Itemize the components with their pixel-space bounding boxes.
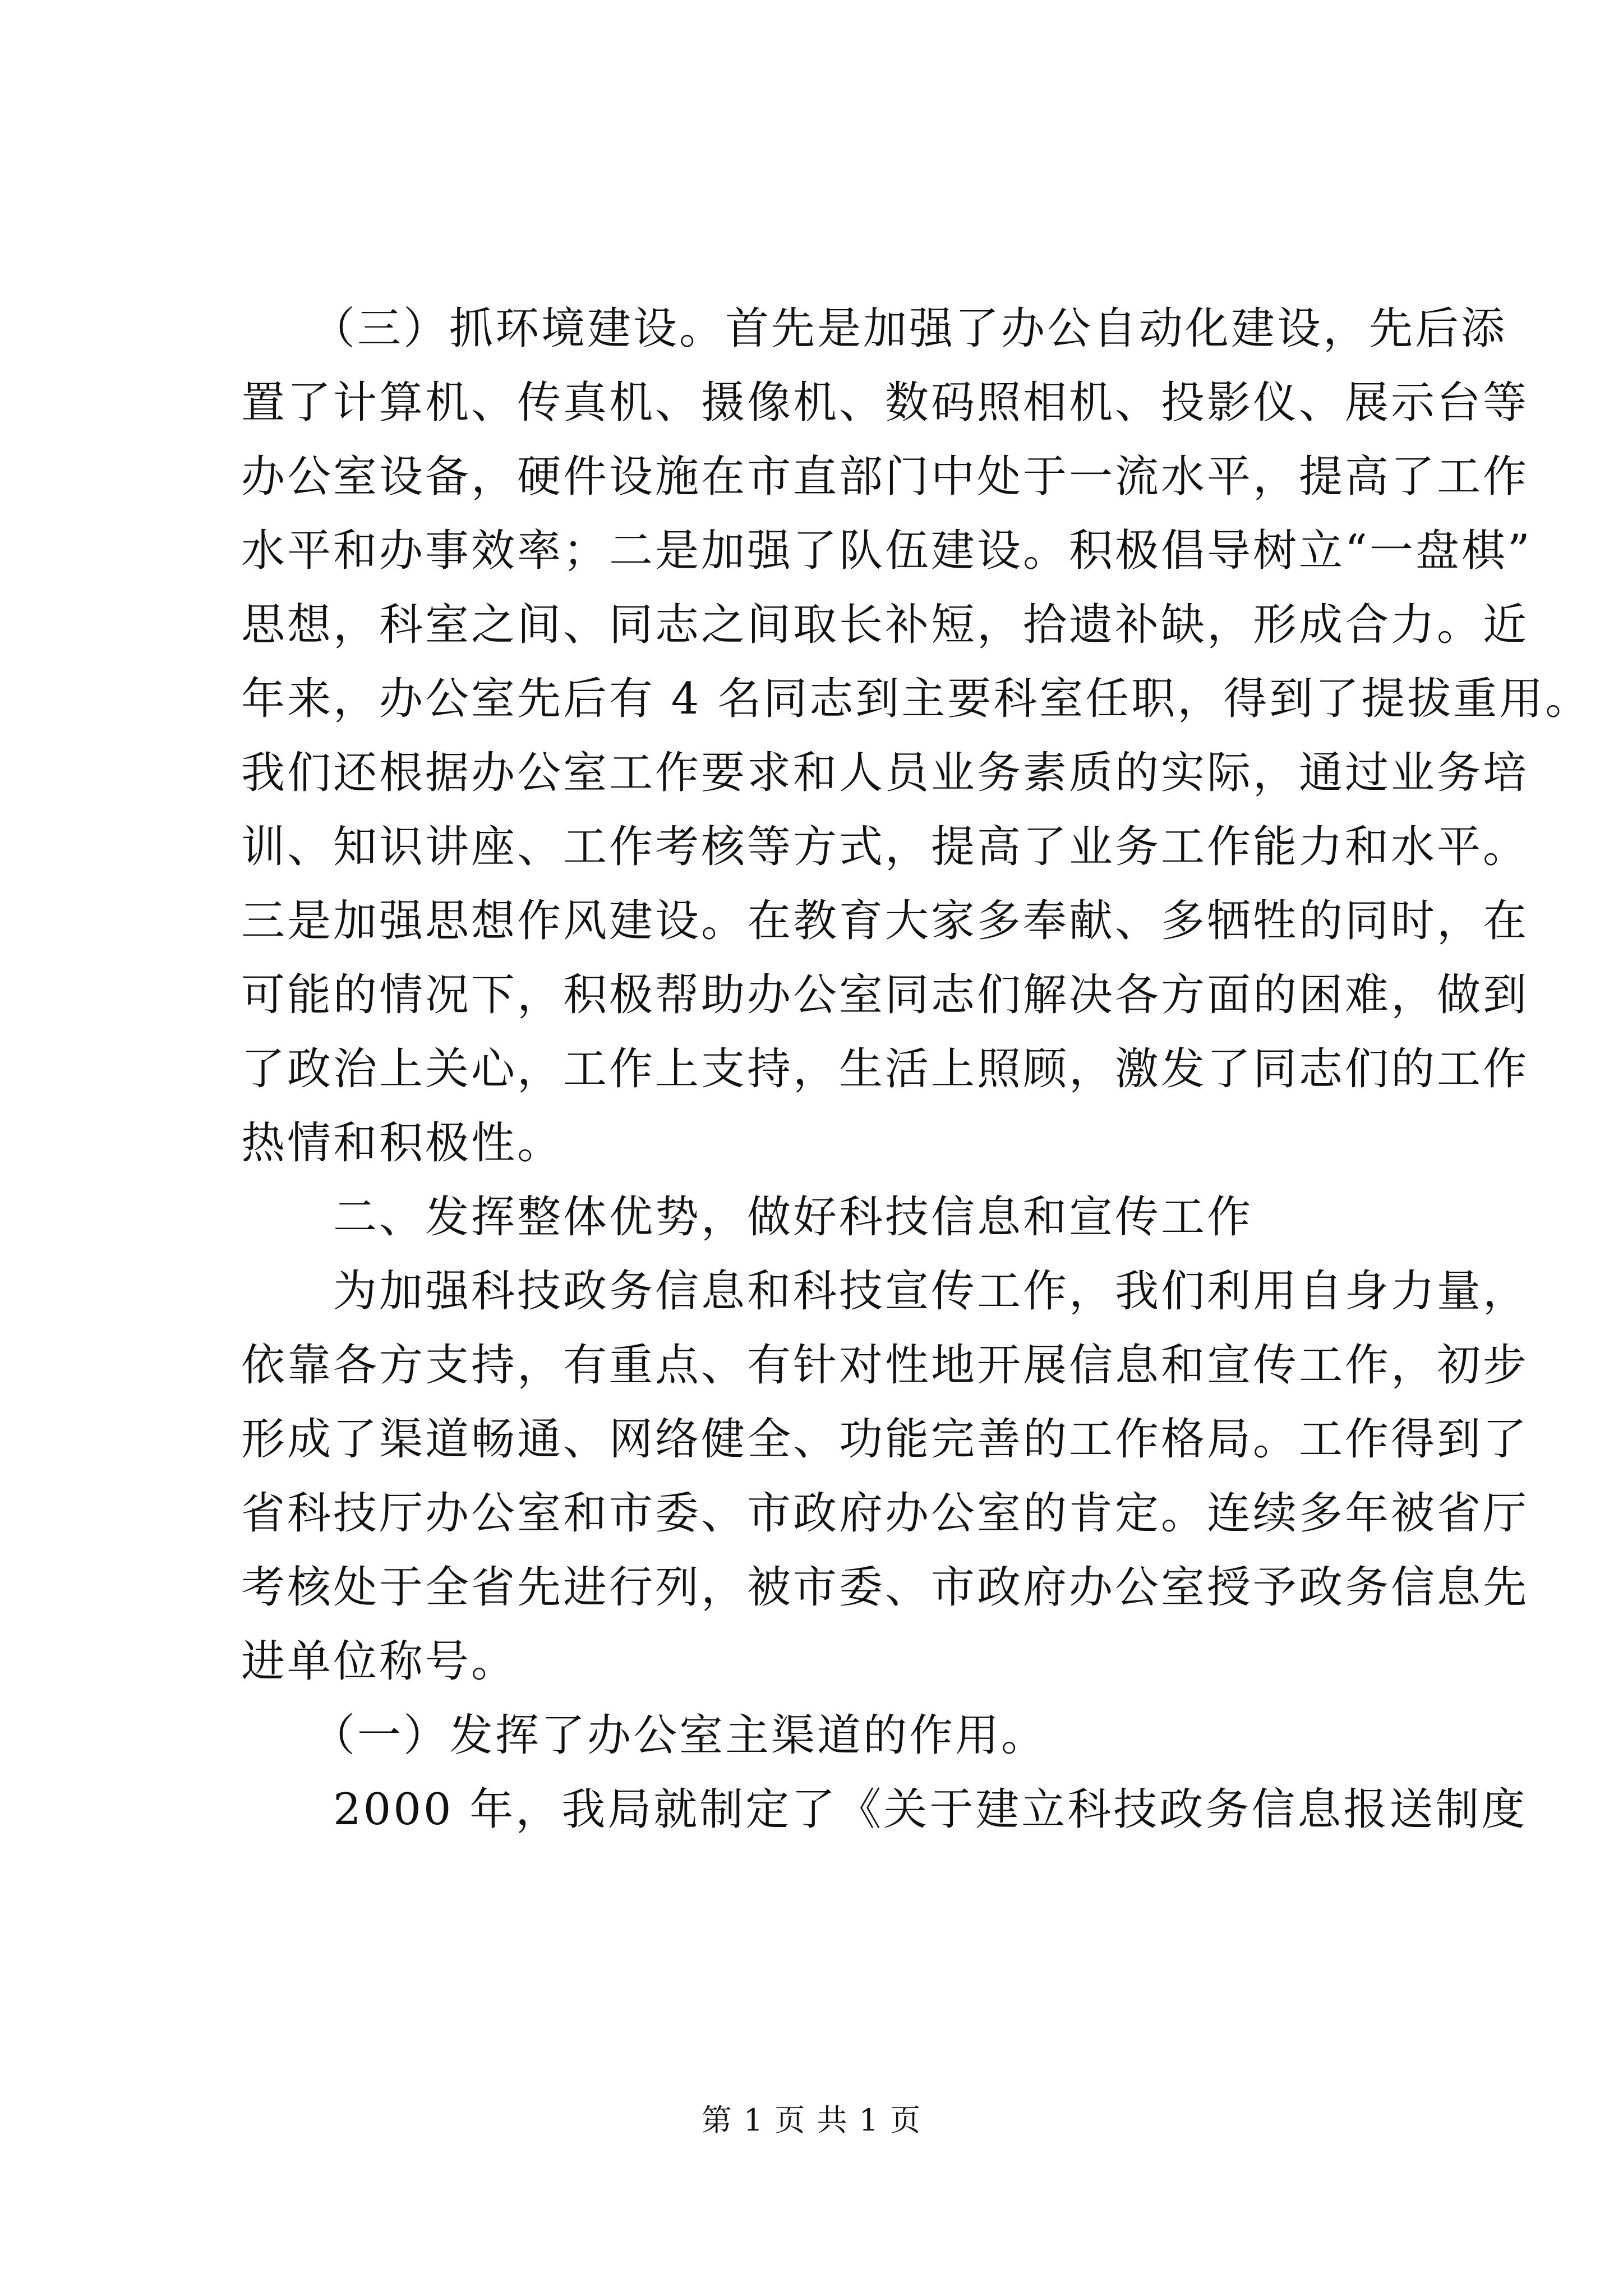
subsection-heading: （一）发挥了办公室主渠道的作用。	[241, 1710, 1048, 1761]
paragraph-line: 为加强科技政务信息和科技宣传工作，我们利用自身力量，	[241, 1266, 1529, 1317]
document-body	[241, 292, 1592, 1847]
paragraph-line: 依靠各方支持，有重点、有针对性地开展信息和宣传工作，初步	[241, 1340, 1529, 1391]
paragraph-line: 思想，科室之间、同志之间取长补短，拾遗补缺，形成合力。近	[241, 600, 1529, 650]
paragraph-line: 考核处于全省先进行列，被市委、市政府办公室授予政务信息先	[241, 1562, 1529, 1613]
paragraph-line: 置了计算机、传真机、摄像机、数码照相机、投影仪、展示台等	[241, 378, 1529, 428]
paragraph-line: 年来，办公室先后有 4 名同志到主要科室任职，得到了提拔重用。	[241, 674, 1592, 724]
paragraph-line: （三）抓环境建设。首先是加强了办公自动化建设，先后添	[241, 303, 1507, 354]
paragraph-line: 可能的情况下，积极帮助办公室同志们解决各方面的困难，做到	[241, 970, 1529, 1020]
paragraph-line: 形成了渠道畅通、网络健全、功能完善的工作格局。工作得到了	[241, 1414, 1529, 1465]
paragraph-line: 三是加强思想作风建设。在教育大家多奉献、多牺牲的同时，在	[241, 896, 1529, 946]
paragraph-line: 2000 年，我局就制定了《关于建立科技政务信息报送制度	[241, 1784, 1528, 1835]
paragraph-line: 进单位称号。	[241, 1636, 518, 1687]
paragraph-line: 我们还根据办公室工作要求和人员业务素质的实际，通过业务培	[241, 748, 1529, 798]
page-footer: 第 1 页 共 1 页	[701, 2102, 922, 2138]
paragraph-line: 省科技厅办公室和市委、市政府办公室的肯定。连续多年被省厅	[241, 1488, 1529, 1539]
paragraph-line: 热情和积极性。	[241, 1118, 564, 1168]
paragraph-line: 水平和办事效率；二是加强了队伍建设。积极倡导树立“一盘棋”	[241, 526, 1532, 576]
paragraph-line: 训、知识讲座、工作考核等方式，提高了业务工作能力和水平。	[241, 822, 1529, 872]
paragraph-line: 了政治上关心，工作上支持，生活上照顾，激发了同志们的工作	[241, 1044, 1529, 1094]
section-heading: 二、发挥整体优势，做好科技信息和宣传工作	[241, 1192, 1253, 1243]
paragraph-line: 办公室设备，硬件设施在市直部门中处于一流水平，提高了工作	[241, 452, 1529, 502]
